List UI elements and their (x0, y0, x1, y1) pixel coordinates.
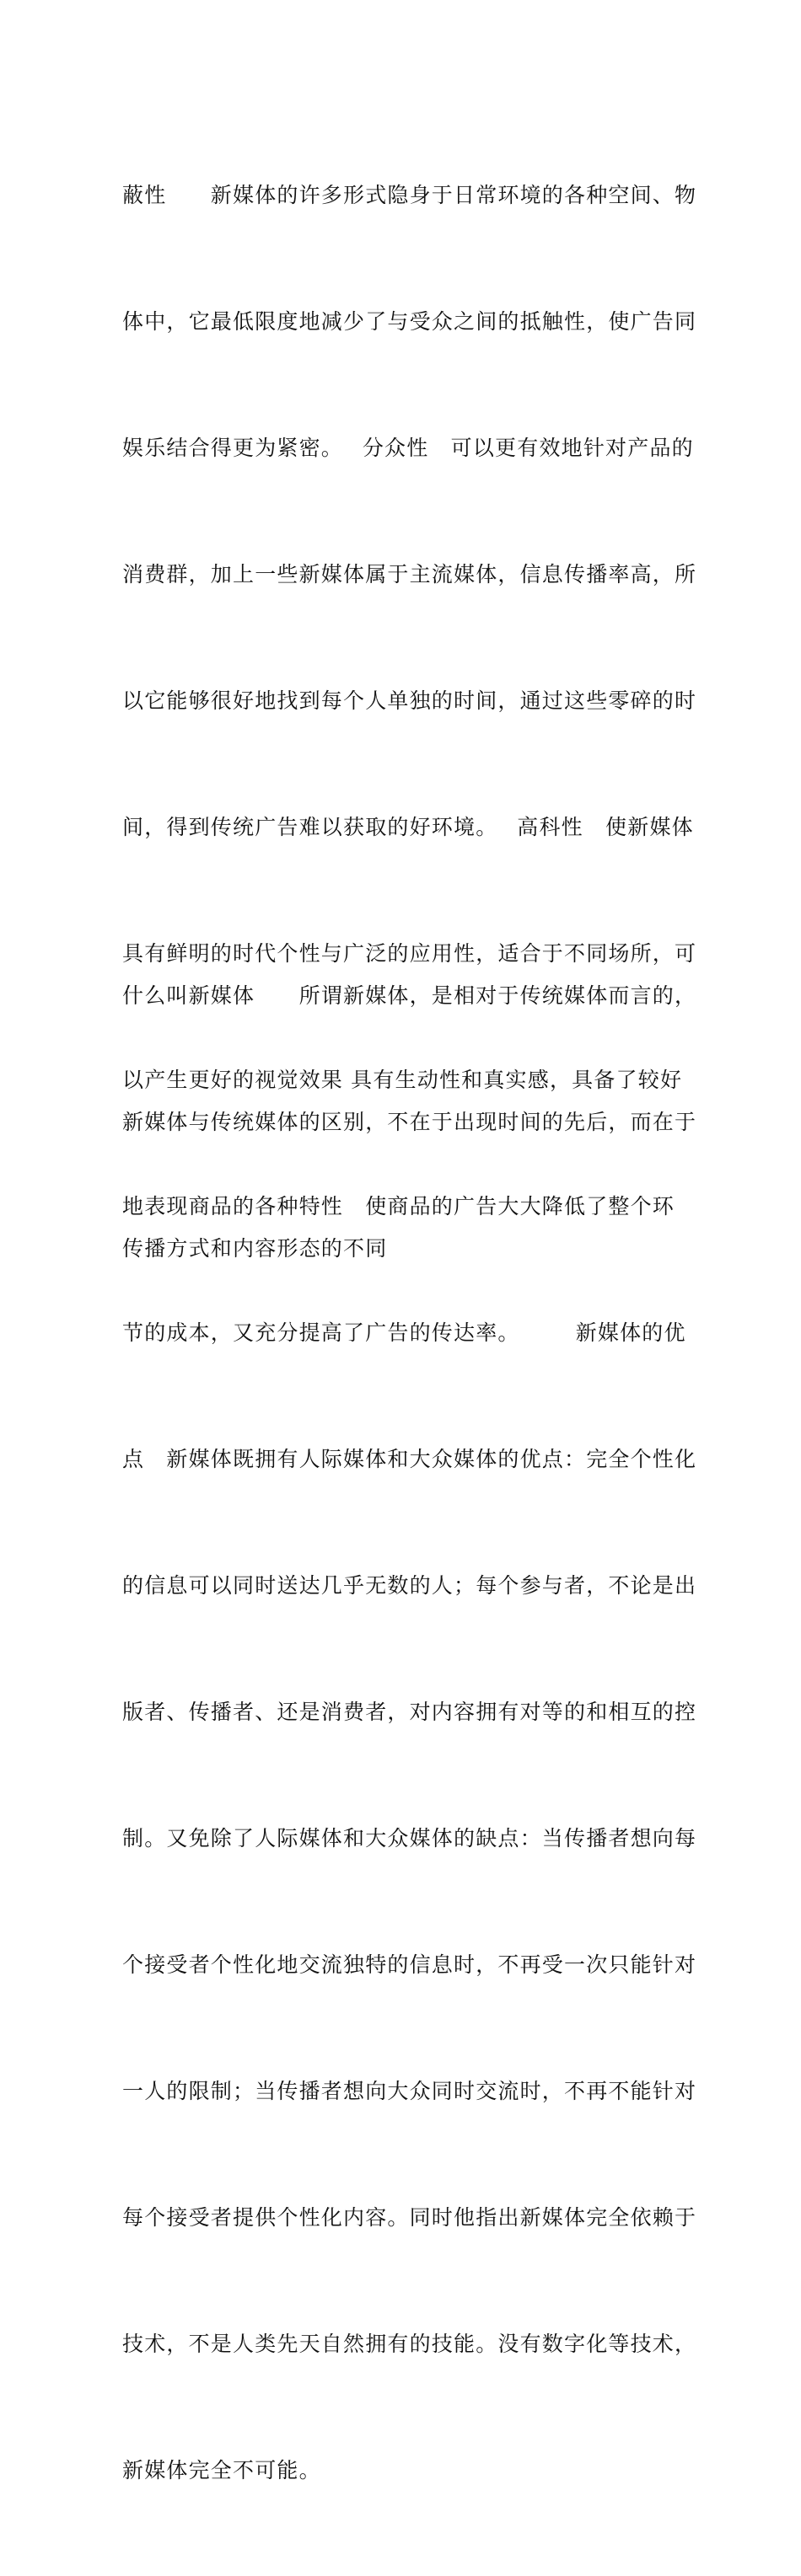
text-line: 娱乐结合得更为紧密。 分众性 可以更有效地针对产品的 (122, 436, 694, 460)
text-line: 新媒体与传统媒体的区别，不在于出现时间的先后，而在于 (122, 1110, 697, 1134)
text-line: 间，得到传统广告难以获取的好环境。 高科性 使新媒体 (122, 815, 694, 839)
text-line: 制。又免除了人际媒体和大众媒体的缺点：当传播者想向每 (122, 1826, 697, 1850)
text-line: 版者、传播者、还是消费者，对内容拥有对等的和相互的控 (122, 1700, 697, 1724)
text-line: 以产生更好的视觉效果 具有生动性和真实感，具备了较好 (122, 1068, 683, 1092)
text-line: 体中，它最低限度地减少了与受众之间的抵触性，使广告同 (122, 309, 697, 334)
text-line: 地表现商品的各种特性 使商品的广告大大降低了整个环 (122, 1194, 675, 1218)
text-line: 节的成本，又充分提高了广告的传达率。 新媒体的优 (122, 1320, 686, 1345)
text-line: 蔽性 新媒体的许多形式隐身于日常环境的各种空间、物 (122, 183, 697, 207)
text-line: 技术，不是人类先天自然拥有的技能。没有数字化等技术， (122, 2332, 697, 2356)
text-line: 具有鲜明的时代个性与广泛的应用性，适合于不同场所，可 (122, 941, 697, 966)
text-line: 传播方式和内容形态的不同 (122, 1236, 388, 1261)
text-line: 每个接受者提供个性化内容。同时他指出新媒体完全依赖于 (122, 2205, 697, 2230)
text-line: 个接受者个性化地交流独特的信息时，不再受一次只能针对 (122, 1952, 697, 1977)
text-line: 以它能够很好地找到每个人单独的时间，通过这些零碎的时 (122, 688, 697, 713)
paragraph-what-is-new-media (122, 891, 696, 1354)
text-line: 新媒体完全不可能。 (122, 2458, 321, 2482)
text-line: 一人的限制；当传播者想向大众同时交流时，不再不能针对 (122, 2079, 697, 2103)
text-line: 点 新媒体既拥有人际媒体和大众媒体的优点：完全个性化 (122, 1447, 697, 1471)
text-line: 的信息可以同时送达几乎无数的人；每个参与者，不论是出 (122, 1573, 697, 1598)
text-line: 什么叫新媒体 所谓新媒体，是相对于传统媒体而言的， (122, 983, 697, 1008)
text-line: 消费群，加上一些新媒体属于主流媒体，信息传播率高，所 (122, 562, 697, 586)
